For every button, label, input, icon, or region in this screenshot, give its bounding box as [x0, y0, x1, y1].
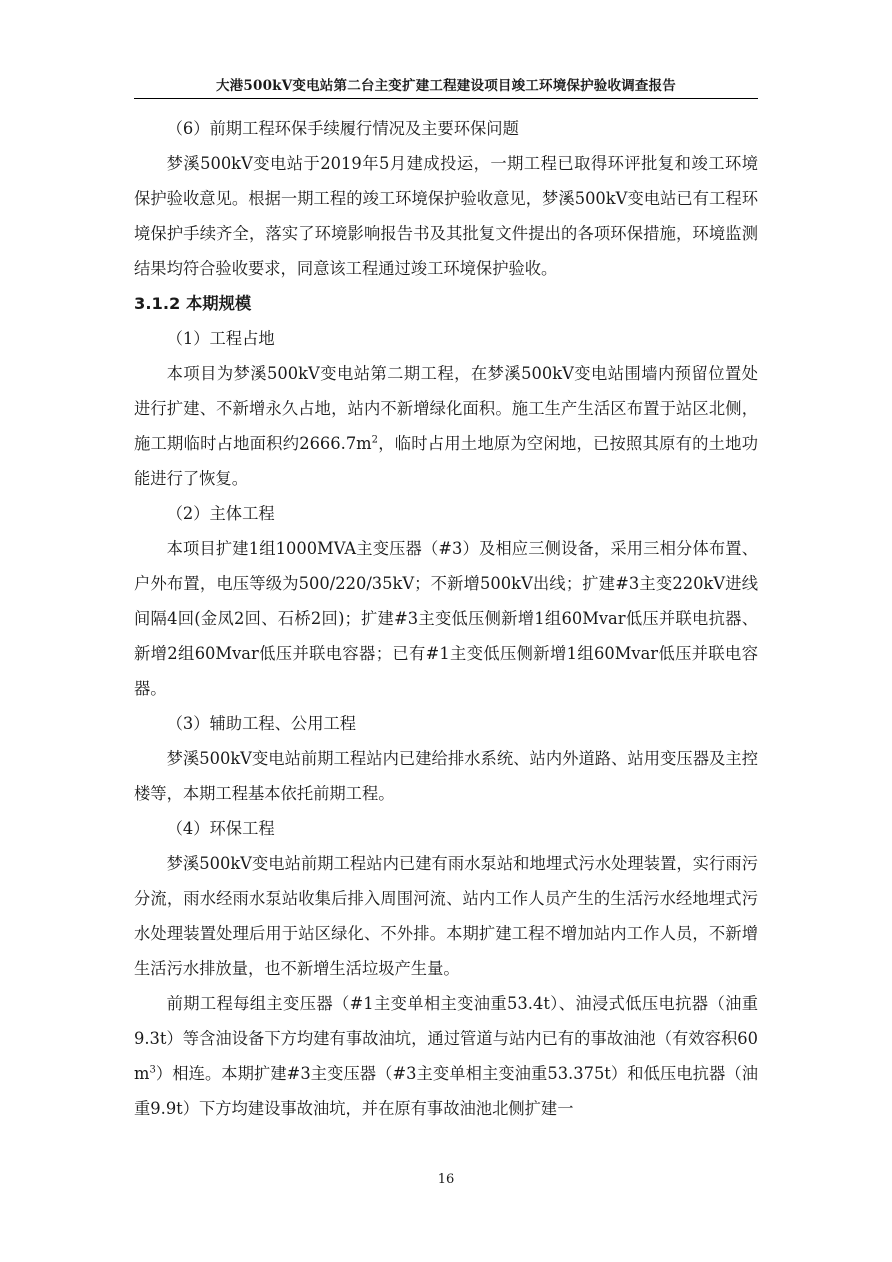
item-title-main-works: （2）主体工程 [166, 504, 275, 523]
page-header: 大港500kV变电站第二台主变扩建工程建设项目竣工环境保护验收调查报告 [215, 78, 676, 94]
item-title-env-procedures: （6）前期工程环保手续履行情况及主要环保问题 [166, 119, 519, 138]
oil-pits-superscript: 3 [149, 1064, 156, 1076]
item-title-auxiliary-works: （3）辅助工程、公用工程 [166, 714, 357, 733]
land-use-text-b: ，临时占用土地原为空闲地，已按照其原有的土地功能进行了恢复。 [134, 434, 758, 488]
page-number: 16 [437, 1172, 455, 1187]
document-body [134, 111, 758, 1126]
paragraph-env-procedures: 梦溪500kV变电站于2019年5月建成投运，一期工程已取得环评批复和竣工环境保护验收意见。根据一期工程的竣工环境保护验收意见，梦溪500kV变电站已有工程环境保护手续齐全，落实了环境影响报告书及其批复文件提出的各项环保措施，环境监测结果均符合验收要求，同意该工程通过竣工环境保护验收。 [134, 154, 758, 278]
land-use-superscript: 2 [371, 434, 378, 446]
oil-pits-text-b: ）相连。本期扩建#3主变压器（#3主变单相主变油重53.375t）和低压电抗器（油重9.9t）下方均建设事故油坑，并在原有事故油池北侧扩建一 [134, 1064, 758, 1118]
land-use-text-a: 本项目为梦溪500kV变电站第二期工程，在梦溪500kV变电站围墙内预留位置处进行扩建、不新增永久占地，站内不新增绿化面积。施工生产生活区布置于站区北侧，施工期临时占地面积约2666.7m [134, 364, 758, 453]
item-title-env-works: （4）环保工程 [166, 819, 275, 838]
item-title-land-use: （1）工程占地 [166, 329, 275, 348]
paragraph-auxiliary-works: 梦溪500kV变电站前期工程站内已建给排水系统、站内外道路、站用变压器及主控楼等，本期工程基本依托前期工程。 [134, 749, 758, 803]
header-rule [134, 98, 758, 99]
paragraph-oil-pits [134, 986, 758, 1126]
oil-pits-text-a: 前期工程每组主变压器（#1主变单相主变油重53.4t）、油浸式低压电抗器（油重9.3t）等含油设备下方均建有事故油坑，通过管道与站内已有的事故油池（有效容积60m [134, 994, 758, 1083]
paragraph-land-use [134, 356, 758, 496]
section-heading: 3.1.2 本期规模 [134, 294, 252, 313]
paragraph-env-works: 梦溪500kV变电站前期工程站内已建有雨水泵站和地埋式污水处理装置，实行雨污分流，雨水经雨水泵站收集后排入周围河流、站内工作人员产生的生活污水经地埋式污水处理装置处理后用于站区绿化、不外排。本期扩建工程不增加站内工作人员，不新增生活污水排放量，也不新增生活垃圾产生量。 [134, 854, 758, 978]
paragraph-main-works: 本项目扩建1组1000MVA主变压器（#3）及相应三侧设备，采用三相分体布置、户外布置，电压等级为500/220/35kV；不新增500kV出线；扩建#3主变220kV进线间隔4回(金凤2回、石桥2回)；扩建#3主变低压侧新增1组60Mvar低压并联电抗器、新增2组60Mvar低压并联电容器；已有#1主变低压侧新增1组60Mvar低压并联电容器。 [134, 539, 758, 698]
